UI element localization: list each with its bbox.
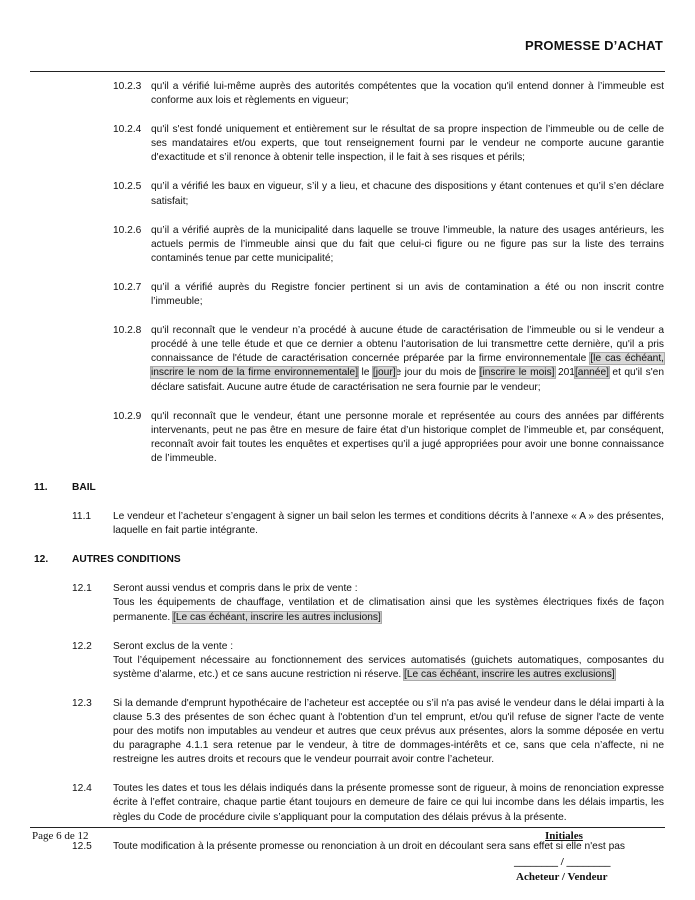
clause-text: qu'il a vérifié lui-même auprès des autorités compétentes que la vocation qu'il entend donner à l’immeuble est conforme aux lois et règlements en vigueur; (151, 81, 664, 107)
clause-number: 10.2.9 (113, 410, 142, 422)
section-11-heading (0, 481, 695, 495)
clause-12-4 (0, 782, 695, 824)
clause-number: 12.1 (72, 583, 92, 595)
clause-number: 10.2.6 (113, 224, 142, 236)
clause-text: qu'il reconnaît que le vendeur, étant une personne morale et représentée au cours des années par différents intervenants, peut ne pas être en mesure de faire état d’un historique complet de l’immeuble et, par conséquent, reconnaît avoir fait toutes les enquêtes et expertises qu’il a jugé appropriées pour avoir une bonne connaissance de l’immeuble. (151, 410, 664, 464)
clause-number: 12.2 (72, 640, 92, 652)
clause-12-5 (0, 840, 695, 854)
clause-number: 10.2.8 (113, 325, 142, 337)
clause-text: le (358, 367, 373, 379)
clause-12-3 (0, 697, 695, 767)
clause-10-2-8 (0, 324, 695, 394)
clause-text: Toute modification à la présente promesse ou renonciation à un droit en découlant sera sans effet si elle n'est pas (113, 840, 626, 852)
clause-text: qu’il a vérifié auprès du Registre foncier pertinent si un avis de contamination a été ou non inscrit contre l’immeuble; (151, 281, 664, 308)
clause-number: 10.2.7 (113, 281, 142, 293)
clause-10-2-6 (0, 224, 695, 266)
header-rule (30, 71, 665, 72)
clause-12-1 (0, 582, 695, 624)
clause-10-2-3 (0, 80, 695, 108)
clause-number: 12.5 (72, 840, 92, 852)
clause-10-2-9 (0, 410, 695, 466)
clause-text: qu'il reconnaît que le vendeur n’a procédé à aucune étude de caractérisation de l’immeuble ou si le vendeur a procédé à une telle étude et que ce dernier a obtenu l’autorisation de lui transmettre cette dernière, qu'il a pris connaissance de l'étude de caractérisation concernée préparée par la firme environnementale (151, 325, 664, 365)
document-body (0, 80, 695, 854)
clause-10-2-7 (0, 281, 695, 309)
placeholder-exclusions[interactable]: [Le cas échéant, inscrire les autres exclusions] (404, 668, 615, 680)
clause-number: 10.2.5 (113, 181, 142, 193)
clause-number: 12.3 (72, 697, 92, 709)
initials-roles: Acheteur / Vendeur (516, 871, 608, 883)
initials-label: Initiales (545, 830, 583, 842)
clause-text: qu'il s'est fondé uniquement et entièrement sur le résultat de sa propre inspection de l’immeuble ou de celle de ses mandataires et/ou experts, que tout renseignement fourni par le vendeur ne comporte aucune garantie d'exactitude et s’il renonce à obtenir telle inspection, il le fait à ses risques et périls; (151, 124, 664, 164)
clause-11-1 (0, 510, 695, 538)
clause-10-2-5 (0, 180, 695, 208)
placeholder-month[interactable]: [inscrire le mois] (479, 367, 555, 379)
clause-text: Le vendeur et l’acheteur s’engagent à signer un bail selon les termes et conditions décrits à l’annexe « A » des présentes, laquelle en fait partie intégrante. (113, 511, 664, 537)
page-number: Page 6 de 12 (32, 830, 89, 842)
page-header-title: PROMESSE D’ACHAT (524, 38, 663, 53)
section-title: BAIL (72, 481, 96, 493)
clause-10-2-4 (0, 123, 695, 165)
clause-text: Toutes les dates et tous les délais indiqués dans la présente promesse sont de rigueur, à moins de renonciation expresse écrite à l’effet contraire, chaque partie étant toujours en demeure de faire ce qui lui incombe dans les délais impartis, les règles du Code de procédure civile s’appliquant pour la computation des délais prévus à la présente. (113, 783, 664, 823)
clause-text: Si la demande d'emprunt hypothécaire de l’acheteur est acceptée ou s’il n'a pas avisé le vendeur dans le délai imparti à la clause 5.3 des présentes de son échec quant à l'obtention d’un tel emprunt, et/ou qu'il refuse de signer l'acte de vente pour des motifs non imputables au vendeur et autres que ceux prévus aux présentes, alors la somme déposée en vertu du paragraphe 4.1.1 sera retenue par le vendeur, à titre de dommages-intérêts et ce, sans que cela n’affecte, ni ne restreigne les autres droits et recours que le vendeur pourrait avoir contre l’acheteur. (113, 697, 664, 766)
clause-text: qu’il a vérifié auprès de la municipalité dans laquelle se trouve l’immeuble, la nature des usages antérieurs, les actuels permis de l’immeuble ainsi que du fait que celui-ci figure ou ne figure pas sur la liste des terrains contaminés tenue par cette municipalité; (151, 224, 664, 264)
placeholder-year[interactable]: [année] (574, 367, 609, 379)
section-12-heading (0, 553, 695, 567)
clause-number: 10.2.3 (113, 81, 142, 92)
placeholder-inclusions[interactable]: [Le cas échéant, inscrire les autres inclusions] (173, 611, 381, 623)
clause-number: 10.2.4 (113, 124, 142, 136)
initials-signature-line: ________ / ________ (514, 856, 611, 868)
clause-text: et qu'il s'en déclare satisfait. Aucune autre étude de caractérisation ne sera fournie par le vendeur; (151, 367, 665, 393)
clause-lead: Seront exclus de la vente : (113, 640, 234, 652)
clause-lead: Seront aussi vendus et compris dans le prix de vente : (113, 583, 358, 595)
section-number: 11. (34, 481, 48, 493)
clause-text: qu’il a vérifié les baux en vigueur, s’il y a lieu, et chacune des dispositions y étant contenues et qu’il s’en déclare satisfait; (151, 181, 664, 207)
clause-text: Tout l’équipement nécessaire au fonctionnement des services automatisés (guichets automatiques, composantes du système d’alarme, etc.) et ce sans aucune restriction ni réserve. (113, 654, 664, 680)
clause-text: Tous les équipements de chauffage, ventilation et de climatisation ainsi que les systèmes électriques fixés de façon permanente. (113, 597, 664, 623)
clause-number: 11.1 (72, 511, 92, 523)
placeholder-firm-name[interactable]: [le cas échéant, inscrire le nom de la firme environnementale] (151, 353, 665, 379)
clause-12-2 (0, 640, 695, 682)
clause-text: 201 (554, 367, 575, 379)
placeholder-day[interactable]: [jour] (372, 367, 396, 379)
section-number: 12. (34, 554, 49, 566)
clause-number: 12.4 (72, 783, 92, 795)
footer-rule (30, 827, 665, 828)
section-title: AUTRES CONDITIONS (72, 554, 181, 566)
clause-text: e jour du mois de (395, 367, 480, 379)
